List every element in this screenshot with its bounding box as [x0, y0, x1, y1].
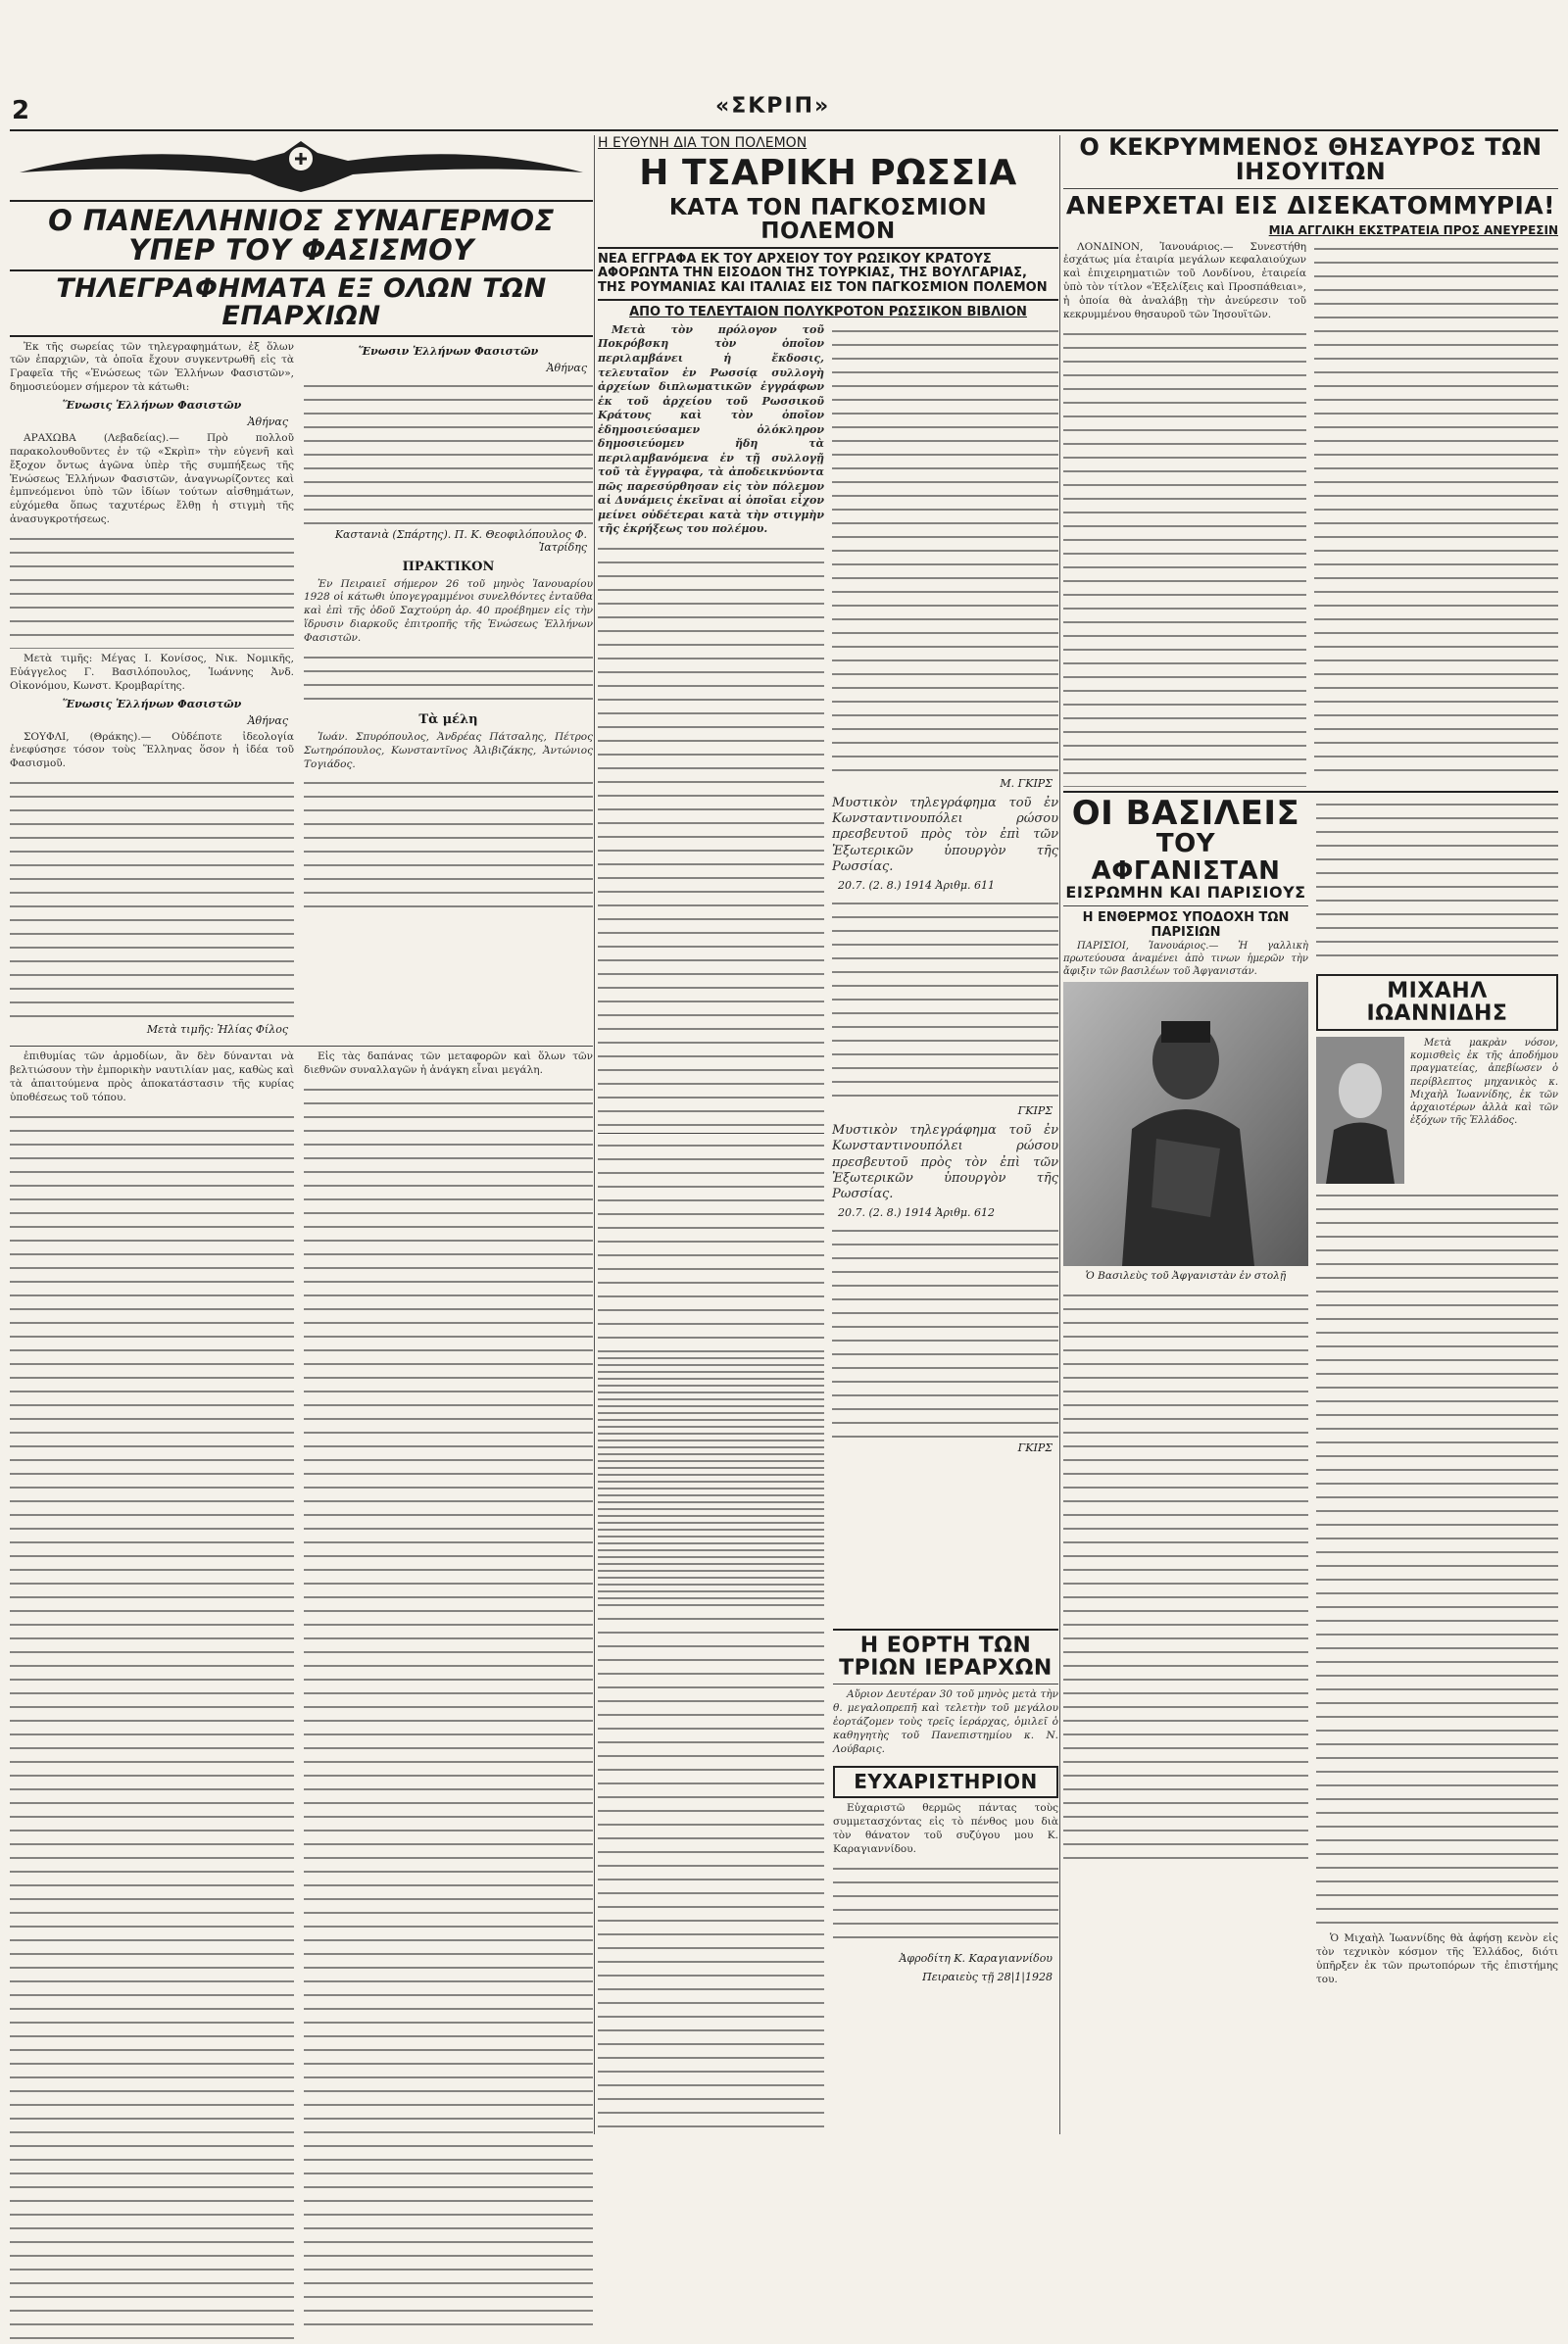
recipient-line: Ἕνωσιν Ἑλλήνων Φασιστῶν: [358, 344, 539, 358]
afghan-deck: Η ΕΝΘΕΡΜΟΣ ΥΠΟΔΟΧΗ ΤΩΝ ΠΑΡΙΣΙΩΝ: [1082, 909, 1290, 940]
obituary-body: [1316, 1188, 1558, 1932]
arachova-signed-text: Μετὰ τιμῆς: Μέγας Ι. Κονίσος, Νικ. Νομικῆς, Εὐάγγελος Γ. Βασιλόπουλος, Ἰωάννης Ἀνδ. Οἰκονόμου, Κωνστ. Κρομβαρίτης.: [10, 653, 294, 692]
rule: [1063, 188, 1558, 189]
column-fascism: [10, 135, 593, 2344]
kicker: Η ΕΥΘΥΝΗ ΔΙΑ ΤΟΝ ΠΟΛΕΜΟΝ: [598, 135, 808, 151]
lower-paragraph-b: [304, 1050, 593, 1078]
thanks-headline: ΕΥΧΑΡΙΣΤΗΡΙΟΝ: [854, 1770, 1038, 1794]
obituary-lead-text: Μετὰ μακρὰν νόσον, κομισθεὶς ἐκ τῆς ἀποδήμου πραγματείας, ἀπεβίωσεν ὁ περίβλεπτος μηχανικὸς κ. Μιχαὴλ Ἰωαννίδης, ἐκ τῶν ἀρχαιοτέρων ἀλλὰ καὶ τῶν ἐξόχων τῆς Ἑλλάδος.: [1410, 1037, 1558, 1127]
rule: [10, 1046, 593, 1047]
rule: [1063, 791, 1558, 793]
page-number: 2: [12, 96, 30, 125]
rule: [598, 299, 1058, 301]
obituary-headline: ΜΙΧΑΗΛ ΙΩΑΝΝΙΔΗΣ: [1366, 978, 1508, 1026]
deck-documents: ΝΕΑ ΕΓΓΡΑΦΑ ΕΚ ΤΟΥ ΑΡΧΕΙΟΥ ΤΟΥ ΡΩΣΙΚΟΥ ΚΡΑΤΟΥΣ ΑΦΟΡΩΝΤΑ ΤΗΝ ΕΙΣΟΔΟΝ ΤΗΣ ΤΟΥΡΚΙΑΣ, ΤΗΣ ΒΟΥΛΓΑΡΙΑΣ, ΤΗΣ ΡΟΥΜΑΝΙΑΣ ΚΑΙ ΙΤΑΛΙΑΣ ΕΙΣ ΤΟΝ ΠΑΓΚΟΣΜΙΟΝ ΠΟΛΕΜΟΝ: [598, 252, 1048, 295]
afghan-headline-3: ΕΙΣΡΩΜΗΝ ΚΑΙ ΠΑΡΙΣΙΟΥΣ: [1065, 883, 1306, 903]
arachova-signatures: [10, 653, 294, 694]
headline-billions: ΑΝΕΡΧΕΤΑΙ ΕΙΣ ΔΙΣΕΚΑΤΟΜΜΥΡΙΑ!: [1065, 191, 1556, 220]
obituary-column: [1316, 797, 1558, 1991]
members-heading: Τὰ μέλη: [418, 711, 478, 727]
afghan-lead-paragraph: [1063, 940, 1308, 979]
rule: [10, 335, 593, 337]
col2-lower-left: [598, 1350, 824, 2134]
thanks-text: Εὐχαριστῶ θερμῶς πάντας τοὺς συμμετασχόντας εἰς τὸ πένθος μου διὰ τὸν θάνατον τοῦ συζύγου μου Κ. Καραγιαννίδου.: [833, 1802, 1058, 1856]
lower-left-body: [10, 1109, 294, 2344]
arachova-text: ΑΡΑΧΩΒΑ (Λεβαδείας).— Πρὸ πολλοῦ παρακολουθοῦντες ἐν τῷ «Σκρὶπ» τὴν εὐγενῆ καὶ ἔξοχον ὄντως ἀγῶνα ὑπὲρ τῆς συμπήξεως τῆς Ἑνώσεως Ἑλλήνων Φασιστῶν, ἀναγνωρίζοντες καὶ ἐμπνεόμενοι ὑπὸ τῶν ἰδίων τούτων αἰσθημάτων, εὐχόμεθα ὅπως ταχυτέρως ἔλθῃ ἡ στιγμὴ τῆς ἀνασυγκροτήσεως.: [10, 432, 294, 526]
col1-lower-body: [10, 1050, 593, 2343]
column-divider: [594, 135, 595, 2134]
kastania-body: [304, 378, 593, 525]
rule: [1063, 905, 1308, 906]
praktikon-heading: ΠΡΑΚΤΙΚΟΝ: [402, 559, 495, 574]
col1-two-column-body: [10, 341, 593, 1043]
lead-text: Μετὰ τὸν πρόλογον τοῦ Ποκρόβσκη τὸν ὁποῖον περιλαμβάνει ἡ ἔκδοσις, τελευταῖον ἐν Ρωσσίᾳ συλλογὴ ἀρχείων διπλωματικῶν ἐγγράφων ἐκ τοῦ ἀρχείου τοῦ Ρωσσικοῦ Κράτους καὶ τὸν ὁποῖον ἐδημοσιεύσαμεν ὁλόκληρον δημοσιεύομεν ἤδη τὰ περιλαμβανόμενα ἐν τῇ συλλογῇ τοῦ τὰ ἔγγραφα, τὰ ἀποδεικνύοντα πῶς παρεσύρθησαν εἰς τὸν πόλεμον αἱ Δυνάμεις ἐκεῖναι αἱ ὁποῖαι εἶχον μείνει οὐδέτεραι κατὰ τὴν στιγμὴν τῆς ἐκρήξεως του πολέμου.: [598, 322, 824, 536]
rule: [10, 269, 593, 271]
praktikon-text: Ἐν Πειραιεῖ σήμερον 26 τοῦ μηνὸς Ἰανουαρίου 1928 οἱ κάτωθι ὑπογεγραμμένοι συνελθόντες ἐνταῦθα καὶ ἐπὶ τῆς ὁδοῦ Σαχτούρη ἀρ. 40 προέβημεν εἰς τὴν ἵδρυσιν διαρκοῦς ἐπιτροπῆς τῆς Ἑνώσεως Ἑλλήνων Φασιστῶν.: [304, 577, 593, 644]
praktikon-body: [304, 650, 593, 708]
ioannidis-portrait-photo: [1316, 1037, 1404, 1184]
recipient-city: Ἀθήνας: [546, 361, 587, 374]
afghan-headline-2: ΤΟΥ ΑΦΓΑΝΙΣΤΑΝ: [1091, 829, 1281, 886]
rule: [598, 1133, 824, 1134]
headline-world-war: ΚΑΤΑ ΤΟΝ ΠΑΓΚΟΣΜΙΟΝ ΠΟΛΕΜΟΝ: [668, 194, 988, 244]
telegram-1-heading: Μυστικὸν τηλεγράφημα τοῦ ἐν Κωνσταντινουπόλει ρώσου πρεσβευτοῦ πρὸς τὸν ἐπὶ τῶν Ἐξωτερικῶν ὑπουργὸν τῆς Ρωσσίας.: [832, 795, 1058, 874]
eagle-emblem-icon: [10, 135, 593, 196]
jesuit-body-right: [1314, 241, 1558, 775]
obituary-lead-row: [1316, 1037, 1558, 1184]
rule: [598, 247, 1058, 249]
obituary-title-box: [1316, 974, 1558, 1031]
arachova-body: [10, 531, 294, 649]
col3-lower: [1063, 793, 1558, 1991]
col2-left-body: [598, 541, 824, 1129]
thanks-body: [833, 1861, 1058, 1949]
newspaper-name: «ΣΚΡΙΠ»: [715, 94, 831, 119]
col1-left-subcolumn: [10, 341, 294, 1043]
afghan-body: [1063, 1288, 1308, 1866]
column-tsarist-russia: [598, 135, 1058, 1983]
obituary-closing-text: Ὁ Μιχαὴλ Ἰωαννίδης θὰ ἀφήσῃ κενὸν εἰς τὸν τεχνικὸν κόσμον τῆς Ἑλλάδος, διότι ὑπῆρξεν ἐκ τῶν πρωτοπόρων τῆς ἐπιστήμης του.: [1316, 1931, 1558, 1985]
lower-paragraph-a: [10, 1050, 294, 1104]
obituary-lead-paragraph: [1410, 1037, 1558, 1184]
members-paragraph: [304, 731, 593, 772]
col2-right-body: [832, 323, 1058, 774]
rule: [10, 200, 593, 202]
lower-b-text: Εἰς τὰς δαπάνας τῶν μεταφορῶν καὶ ὅλων τῶν διεθνῶν συναλλαγῶν ἡ ἀνάγκη εἶναι μεγάλη.: [304, 1050, 593, 1077]
col3-top-left: [1063, 241, 1306, 787]
headline-tsarist-russia: Η ΤΣΑΡΙΚΗ ΡΩΣΣΙΑ: [639, 153, 1017, 193]
soufli-text: ΣΟΥΦΛΙ, (Θράκης).— Οὐδέποτε ἰδεολογία ἐνεφύσησε τόσον τοὺς Ἕλληνας ὅσον ἡ ἰδέα τοῦ Φασισμοῦ.: [10, 730, 294, 770]
praktikon-paragraph: [304, 578, 593, 646]
jesuit-lead-text: ΛΟΝΔΙΝΟΝ, Ἰανουάριος.— Συνεστήθη ἐσχάτως μία ἑταιρία μεγάλων κεφαλαιούχων καὶ ἐπιχειρηματιῶν τοῦ Λονδίνου, ἐταιρεία ὑπὸ τὸν τίτλον «Ἐξελίξεις καὶ Προσπάθειαι», ἡ ὁποία θὰ ἀναλάβῃ τὴν ἀνεύρεσιν τοῦ κεκρυμμένου θησαυροῦ τῶν Ἰησουϊτῶν.: [1063, 240, 1306, 320]
afghan-headline-1: ΟΙ ΒΑΣΙΛΕΙΣ: [1071, 793, 1300, 833]
thanks-signature: Ἀφροδίτη Κ. Καραγιαννίδου: [899, 1951, 1053, 1965]
headline-fascism: Ο ΠΑΝΕΛΛΗΝΙΟΣ ΣΥΝΑΓΕΡΜΟΣ ΥΠΕΡ ΤΟΥ ΦΑΣΙΣΜΟΥ: [48, 204, 555, 268]
arachova-paragraph: [10, 432, 294, 527]
gkirs-signature: Μ. ΓΚΙΡΣ: [1000, 776, 1053, 790]
members-body: [304, 775, 593, 912]
col1-right-subcolumn: [304, 341, 593, 1043]
subheadline-telegrams: ΤΗΛΕΓΡΑΦΗΜΑΤΑ ΕΞ ΟΛΩΝ ΤΩΝ ΕΠΑΡΧΙΩΝ: [56, 272, 547, 332]
soufli-body: [10, 775, 294, 1020]
obituary-closing-paragraph: [1316, 1932, 1558, 1986]
afghan-photo-caption: Ὁ Βασιλεὺς τοῦ Ἀφγανιστὰν ἐν στολῇ: [1085, 1270, 1287, 1283]
afghan-column: [1063, 793, 1308, 1991]
col1-lower-left: [10, 1050, 294, 2343]
recipient-line: Ἕνωσις Ἑλλήνων Φασιστῶν: [62, 697, 242, 710]
thanks-paragraph: [833, 1802, 1058, 1856]
telegram-2-date: 20.7. (2. 8.) 1914 Ἀριθμ. 612: [838, 1206, 996, 1220]
headline-jesuit-treasure: Ο ΚΕΚΡΥΜΜΕΝΟΣ ΘΗΣΑΥΡΟΣ ΤΩΝ ΙΗΣΟΥΙΤΩΝ: [1079, 133, 1543, 186]
recipient-line: Ἕνωσις Ἑλλήνων Φασιστῶν: [62, 399, 242, 412]
telegram-2-body: [832, 1223, 1058, 1439]
afghan-body-continued: [1316, 797, 1558, 968]
kastania-signature: Καστανιὰ (Σπάρτης). Π. Κ. Θεοφιλόπουλος Φ. Ἰατρίδης: [334, 527, 587, 554]
rule: [833, 1684, 1058, 1685]
deck-expedition: ΜΙΑ ΑΓΓΛΙΚΗ ΕΚΣΤΡΑΤΕΙΑ ΠΡΟΣ ΑΝΕΥΡΕΣΙΝ: [1268, 222, 1558, 237]
thanks-date: Πειραιεὺς τῇ 28|1|1928: [922, 1970, 1053, 1983]
rule: [833, 1629, 1058, 1631]
telegram-1-date: 20.7. (2. 8.) 1914 Ἀριθμ. 611: [838, 879, 996, 893]
feast-text: Αὔριον Δευτέραν 30 τοῦ μηνὸς μετὰ τὴν θ. μεγαλοπρεπῆ καὶ τελετὴν τοῦ μεγάλου ἑορτάζομεν τοὺς τρεῖς ἱεράρχας, ὁμιλεῖ ὁ καθηγητὴς τοῦ Πανεπιστημίου κ. Ν. Λούβαρις.: [833, 1688, 1058, 1755]
lower-a-text: ἐπιθυμίας τῶν ἁρμοδίων, ἂν δὲν δύνανται νὰ βελτιώσουν τὴν ἐμπορικὴν ναυτιλίαν μας, καθὼς καὶ τὰ ἀπαιτούμενα πρὸς ἀποκατάστασιν τῆς κυρίας ὑποθέσεως τοῦ τόπου.: [10, 1050, 294, 1103]
telegram-1-signature: ΓΚΙΡΣ: [1017, 1104, 1053, 1118]
telegram-1-body: [832, 896, 1058, 1101]
col3-top-right: [1314, 241, 1558, 787]
feast-box: [833, 1625, 1058, 1989]
masthead-rule: [10, 129, 1558, 131]
section-label: ΑΠΟ ΤΟ ΤΕΛΕΥΤΑΙΟΝ ΠΟΛΥΚΡΟΤΟΝ ΡΩΣΣΙΚΟΝ ΒΙΒΛΙΟΝ: [629, 304, 1027, 319]
thanks-box: [833, 1766, 1058, 1798]
members-text: Ἰωάν. Σπυρόπουλος, Ἀνδρέας Πάτσαλης, Πέτρος Σωτηρόπουλος, Κωνσταντῖνος Ἀλιβιζάκης, Ἀντώνιος Τογιάδος.: [304, 730, 593, 770]
afghan-lead-text: ΠΑΡΙΣΙΟΙ, Ἰανουάριος.— Ἡ γαλλικὴ πρωτεύουσα ἀναμένει ἀπὸ τινων ἡμερῶν τὴν ἄφιξιν τῶν βασιλέων τοῦ Ἀφγανιστάν.: [1063, 940, 1308, 978]
soufli-signature: Μετὰ τιμῆς: Ἠλίας Φίλος: [146, 1023, 288, 1037]
recipient-city: Ἀθήνας: [247, 415, 288, 428]
afghan-king-photo: [1063, 982, 1308, 1266]
col1-lower-right: [304, 1050, 593, 2343]
column-divider: [1059, 135, 1060, 2134]
col3-top-body: [1063, 241, 1558, 787]
recipient-city: Ἀθήνας: [247, 713, 288, 727]
jesuit-body-left: [1063, 326, 1306, 787]
col2-lower-left-body: [598, 1350, 824, 2134]
lead-paragraph: [598, 323, 824, 537]
telegram-2-signature: ΓΚΙΡΣ: [1017, 1441, 1053, 1455]
intro-paragraph: [10, 341, 294, 395]
column-jesuit-treasure: [1063, 135, 1558, 1990]
telegram-2-heading: Μυστικὸν τηλεγράφημα τοῦ ἐν Κωνσταντινουπόλει ρώσου πρεσβευτοῦ πρὸς τὸν ἐπὶ τῶν Ἐξωτερικῶν ὑπουργὸν τῆς Ρωσσίας.: [832, 1123, 1058, 1202]
feast-paragraph: [833, 1688, 1058, 1756]
col2-right-subcolumn: [832, 323, 1058, 1608]
soufli-paragraph: [10, 731, 294, 772]
jesuit-lead-paragraph: [1063, 241, 1306, 322]
feast-headline: Η ΕΟΡΤΗ ΤΩΝ ΤΡΙΩΝ ΙΕΡΑΡΧΩΝ: [839, 1634, 1053, 1682]
intro-text: Ἐκ τῆς σωρείας τῶν τηλεγραφημάτων, ἐξ ὅλων τῶν ἐπαρχιῶν, τὰ ὁποῖα ἔχουν συγκεντρωθῆ εἰς τὰ Γραφεῖα τῆς «Ἑνώσεως τῶν Ἑλλήνων Φασιστῶν», δημοσιεύομεν σήμερον τὰ κάτωθι:: [10, 340, 294, 394]
lower-right-body: [304, 1082, 593, 2331]
